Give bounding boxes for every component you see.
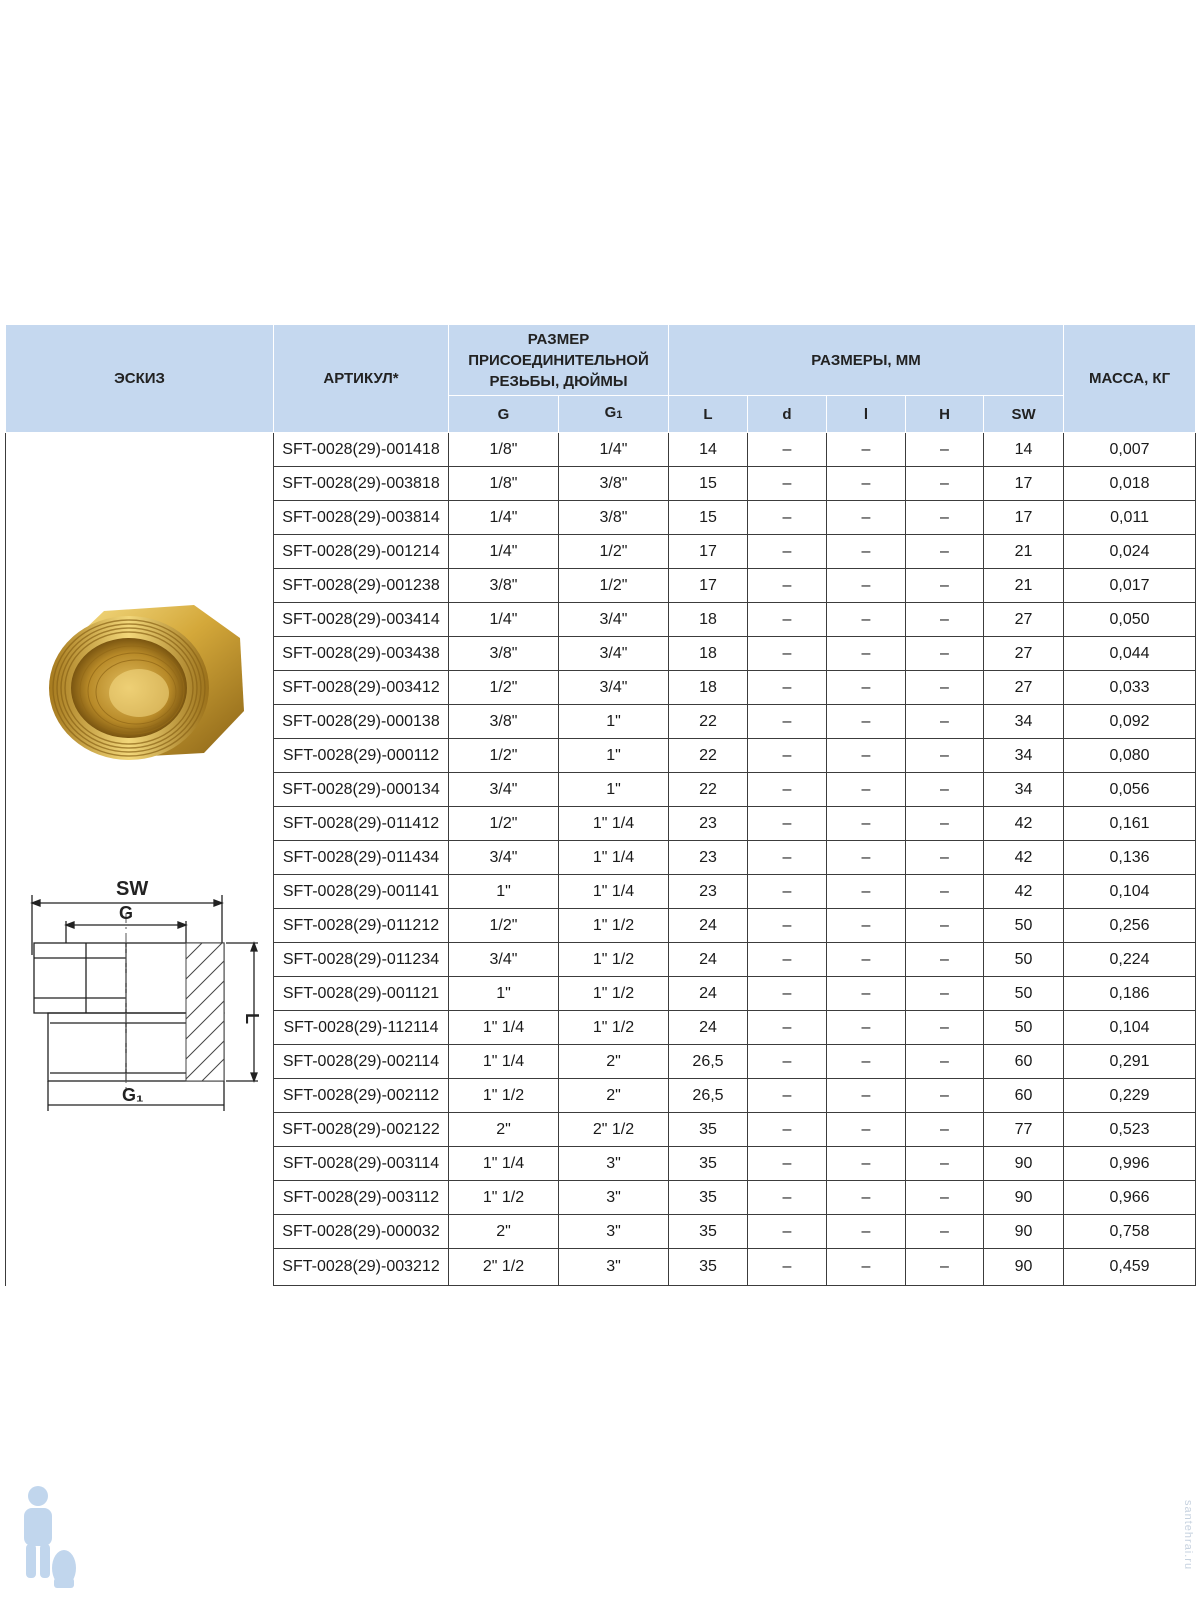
mass-cell: 0,136 (1064, 841, 1196, 875)
dim-h-cell: – (906, 569, 984, 603)
dim-l-cell: 22 (669, 739, 748, 773)
thread-g1-cell: 3" (559, 1249, 669, 1286)
dim-h-cell: – (906, 841, 984, 875)
dim-sw-cell: 50 (984, 977, 1064, 1011)
dim-sw-cell: 34 (984, 705, 1064, 739)
dim-sw-cell: 27 (984, 637, 1064, 671)
thread-g-cell: 1/8" (449, 467, 559, 501)
thread-g-cell: 1/2" (449, 739, 559, 773)
plumber-logo (8, 1482, 78, 1592)
thread-g1-cell: 2" 1/2 (559, 1113, 669, 1147)
dim-l-cell: 23 (669, 875, 748, 909)
thread-g1-cell: 1" (559, 773, 669, 807)
dim-h-cell: – (906, 705, 984, 739)
sku-cell: SFT-0028(29)-003414 (274, 603, 449, 637)
sku-cell: SFT-0028(29)-000032 (274, 1215, 449, 1249)
thread-g1-cell: 1" (559, 739, 669, 773)
dim-d-cell: – (748, 841, 827, 875)
thread-g1-cell: 2" (559, 1079, 669, 1113)
dim-sw-cell: 90 (984, 1181, 1064, 1215)
thread-g1-cell: 1" 1/4 (559, 807, 669, 841)
dim-l-cell: 17 (669, 569, 748, 603)
dim-h-cell: – (906, 671, 984, 705)
sku-cell: SFT-0028(29)-003112 (274, 1181, 449, 1215)
thread-g-cell: 1/4" (449, 535, 559, 569)
dim-d-cell: – (748, 943, 827, 977)
mass-cell: 0,092 (1064, 705, 1196, 739)
header-h: H (906, 396, 984, 433)
header-d: d (748, 396, 827, 433)
dim-h-cell: – (906, 875, 984, 909)
thread-g1-cell: 3/4" (559, 603, 669, 637)
thread-g1-cell: 1" (559, 705, 669, 739)
dim-sw-cell: 42 (984, 841, 1064, 875)
drawing-label-l: L (242, 1013, 262, 1024)
dim-l-small-cell: – (827, 637, 906, 671)
dim-h-cell: – (906, 467, 984, 501)
dim-l-small-cell: – (827, 841, 906, 875)
dim-h-cell: – (906, 1079, 984, 1113)
thread-g-cell: 3/8" (449, 637, 559, 671)
mass-cell: 0,033 (1064, 671, 1196, 705)
thread-g-cell: 2" 1/2 (449, 1249, 559, 1286)
dim-sw-cell: 14 (984, 433, 1064, 467)
dim-l-small-cell: – (827, 603, 906, 637)
dim-h-cell: – (906, 1249, 984, 1286)
mass-cell: 0,161 (1064, 807, 1196, 841)
thread-g1-cell: 1" 1/2 (559, 943, 669, 977)
mass-cell: 0,080 (1064, 739, 1196, 773)
dim-d-cell: – (748, 1147, 827, 1181)
mass-cell: 0,007 (1064, 433, 1196, 467)
dim-h-cell: – (906, 739, 984, 773)
sku-cell: SFT-0028(29)-000134 (274, 773, 449, 807)
dim-h-cell: – (906, 1181, 984, 1215)
sku-cell: SFT-0028(29)-003818 (274, 467, 449, 501)
dim-sw-cell: 50 (984, 943, 1064, 977)
dim-l-cell: 35 (669, 1147, 748, 1181)
dim-d-cell: – (748, 1113, 827, 1147)
dim-sw-cell: 90 (984, 1215, 1064, 1249)
thread-g-cell: 1/4" (449, 501, 559, 535)
sku-cell: SFT-0028(29)-001121 (274, 977, 449, 1011)
dim-l-cell: 26,5 (669, 1045, 748, 1079)
dim-d-cell: – (748, 739, 827, 773)
thread-g1-cell: 1" 1/4 (559, 875, 669, 909)
thread-g-cell: 1" 1/2 (449, 1079, 559, 1113)
thread-g-cell: 2" (449, 1113, 559, 1147)
dim-l-small-cell: – (827, 569, 906, 603)
dim-l-small-cell: – (827, 671, 906, 705)
thread-g-cell: 3/4" (449, 773, 559, 807)
dim-d-cell: – (748, 977, 827, 1011)
thread-g1-cell: 1/4" (559, 433, 669, 467)
sku-cell: SFT-0028(29)-003814 (274, 501, 449, 535)
sku-cell: SFT-0028(29)-011434 (274, 841, 449, 875)
mass-cell: 0,256 (1064, 909, 1196, 943)
dim-h-cell: – (906, 535, 984, 569)
thread-g-cell: 1/8" (449, 433, 559, 467)
sku-cell: SFT-0028(29)-003212 (274, 1249, 449, 1286)
thread-g-cell: 1/2" (449, 671, 559, 705)
dim-l-cell: 18 (669, 671, 748, 705)
thread-g1-cell: 1" 1/2 (559, 977, 669, 1011)
dim-d-cell: – (748, 501, 827, 535)
sku-cell: SFT-0028(29)-002114 (274, 1045, 449, 1079)
thread-g-cell: 2" (449, 1215, 559, 1249)
dim-sw-cell: 27 (984, 671, 1064, 705)
sketch-cell (6, 433, 274, 1286)
thread-g1-cell: 3/8" (559, 501, 669, 535)
sku-cell: SFT-0028(29)-011212 (274, 909, 449, 943)
sku-cell: SFT-0028(29)-112114 (274, 1011, 449, 1045)
thread-g1-cell: 3/4" (559, 671, 669, 705)
dim-l-cell: 23 (669, 807, 748, 841)
sku-cell: SFT-0028(29)-001238 (274, 569, 449, 603)
dim-sw-cell: 21 (984, 569, 1064, 603)
header-l-small: l (827, 396, 906, 433)
mass-cell: 0,996 (1064, 1147, 1196, 1181)
mass-cell: 0,291 (1064, 1045, 1196, 1079)
dim-l-small-cell: – (827, 977, 906, 1011)
dim-l-cell: 22 (669, 773, 748, 807)
thread-g-cell: 1" 1/4 (449, 1147, 559, 1181)
mass-cell: 0,018 (1064, 467, 1196, 501)
dim-l-small-cell: – (827, 1045, 906, 1079)
sku-cell: SFT-0028(29)-011412 (274, 807, 449, 841)
dim-l-small-cell: – (827, 1215, 906, 1249)
dim-sw-cell: 27 (984, 603, 1064, 637)
dim-l-cell: 24 (669, 977, 748, 1011)
technical-drawing (26, 873, 266, 1105)
thread-g1-cell: 3/4" (559, 637, 669, 671)
thread-g-cell: 1" 1/4 (449, 1011, 559, 1045)
dim-h-cell: – (906, 433, 984, 467)
header-g1-index: 1 (616, 409, 623, 421)
dim-sw-cell: 60 (984, 1045, 1064, 1079)
thread-g-cell: 1" 1/2 (449, 1181, 559, 1215)
thread-g-cell: 3/4" (449, 841, 559, 875)
dim-sw-cell: 60 (984, 1079, 1064, 1113)
drawing-label-sw: SW (116, 878, 149, 900)
dim-l-small-cell: – (827, 467, 906, 501)
dim-l-small-cell: – (827, 773, 906, 807)
dim-sw-cell: 90 (984, 1147, 1064, 1181)
dim-h-cell: – (906, 773, 984, 807)
dim-l-cell: 35 (669, 1249, 748, 1286)
sku-cell: SFT-0028(29)-003438 (274, 637, 449, 671)
thread-g1-cell: 1/2" (559, 535, 669, 569)
header-article: АРТИКУЛ* (274, 325, 449, 433)
thread-g1-cell: 2" (559, 1045, 669, 1079)
dim-h-cell: – (906, 1011, 984, 1045)
dim-h-cell: – (906, 977, 984, 1011)
dim-d-cell: – (748, 637, 827, 671)
dim-d-cell: – (748, 1079, 827, 1113)
dim-h-cell: – (906, 603, 984, 637)
thread-g-cell: 3/8" (449, 569, 559, 603)
sku-cell: SFT-0028(29)-001141 (274, 875, 449, 909)
dim-d-cell: – (748, 1181, 827, 1215)
dim-sw-cell: 42 (984, 875, 1064, 909)
dim-l-small-cell: – (827, 1011, 906, 1045)
mass-cell: 0,050 (1064, 603, 1196, 637)
header-thread-size-label: РАЗМЕР ПРИСОЕДИНИТЕЛЬНОЙ РЕЗЬБЫ, ДЮЙМЫ (468, 330, 649, 390)
drawing-label-g1: G₁ (122, 1085, 144, 1105)
dim-h-cell: – (906, 909, 984, 943)
dim-l-cell: 24 (669, 909, 748, 943)
thread-g-cell: 3/4" (449, 943, 559, 977)
thread-g-cell: 1/2" (449, 807, 559, 841)
thread-g1-cell: 1/2" (559, 569, 669, 603)
dim-sw-cell: 50 (984, 1011, 1064, 1045)
sku-cell: SFT-0028(29)-000112 (274, 739, 449, 773)
dim-l-cell: 23 (669, 841, 748, 875)
dim-l-cell: 15 (669, 467, 748, 501)
dim-l-small-cell: – (827, 1147, 906, 1181)
sku-cell: SFT-0028(29)-000138 (274, 705, 449, 739)
mass-cell: 0,224 (1064, 943, 1196, 977)
mass-cell: 0,104 (1064, 1011, 1196, 1045)
header-thread-size (449, 325, 669, 396)
sku-cell: SFT-0028(29)-003412 (274, 671, 449, 705)
sketch-area (6, 433, 274, 1253)
dim-l-cell: 15 (669, 501, 748, 535)
dim-d-cell: – (748, 467, 827, 501)
dim-l-cell: 26,5 (669, 1079, 748, 1113)
dim-l-small-cell: – (827, 535, 906, 569)
thread-g-cell: 1" (449, 875, 559, 909)
drawing-label-g: G (119, 903, 134, 923)
mass-cell: 0,056 (1064, 773, 1196, 807)
dim-l-cell: 35 (669, 1215, 748, 1249)
dim-l-small-cell: – (827, 1181, 906, 1215)
mass-cell: 0,459 (1064, 1249, 1196, 1286)
mass-cell: 0,104 (1064, 875, 1196, 909)
dim-d-cell: – (748, 1011, 827, 1045)
dim-d-cell: – (748, 875, 827, 909)
thread-g1-cell: 3" (559, 1147, 669, 1181)
mass-cell: 0,966 (1064, 1181, 1196, 1215)
thread-g-cell: 1" 1/4 (449, 1045, 559, 1079)
dim-sw-cell: 34 (984, 739, 1064, 773)
dim-l-small-cell: – (827, 1079, 906, 1113)
thread-g-cell: 3/8" (449, 705, 559, 739)
thread-g-cell: 1/2" (449, 909, 559, 943)
dim-d-cell: – (748, 705, 827, 739)
thread-g1-cell: 1" 1/4 (559, 841, 669, 875)
mass-cell: 0,011 (1064, 501, 1196, 535)
dim-h-cell: – (906, 943, 984, 977)
sku-cell: SFT-0028(29)-001418 (274, 433, 449, 467)
dim-l-small-cell: – (827, 909, 906, 943)
dim-sw-cell: 21 (984, 535, 1064, 569)
dim-h-cell: – (906, 637, 984, 671)
dim-sw-cell: 90 (984, 1249, 1064, 1286)
dim-l-small-cell: – (827, 875, 906, 909)
header-g1-base: G (604, 404, 617, 421)
dim-l-cell: 24 (669, 943, 748, 977)
dim-d-cell: – (748, 1215, 827, 1249)
thread-g-cell: 1/4" (449, 603, 559, 637)
dim-h-cell: – (906, 1045, 984, 1079)
mass-cell: 0,024 (1064, 535, 1196, 569)
thread-g1-cell: 1" 1/2 (559, 909, 669, 943)
dim-d-cell: – (748, 603, 827, 637)
dim-l-small-cell: – (827, 1249, 906, 1286)
header-l: L (669, 396, 748, 433)
dim-h-cell: – (906, 1215, 984, 1249)
dim-l-small-cell: – (827, 943, 906, 977)
dim-d-cell: – (748, 773, 827, 807)
table-row (6, 433, 1196, 467)
header-g1 (559, 396, 669, 433)
dim-h-cell: – (906, 1147, 984, 1181)
dim-d-cell: – (748, 1045, 827, 1079)
mass-cell: 0,523 (1064, 1113, 1196, 1147)
dim-l-cell: 24 (669, 1011, 748, 1045)
table-body (6, 433, 1196, 1286)
header-dimensions: РАЗМЕРЫ, ММ (669, 325, 1064, 396)
dim-sw-cell: 17 (984, 467, 1064, 501)
dim-sw-cell: 34 (984, 773, 1064, 807)
dim-d-cell: – (748, 671, 827, 705)
dim-l-cell: 22 (669, 705, 748, 739)
dim-l-cell: 18 (669, 603, 748, 637)
dim-h-cell: – (906, 1113, 984, 1147)
watermark-text: santehrai.ru (1182, 1500, 1194, 1571)
thread-g-cell: 1" (449, 977, 559, 1011)
dim-h-cell: – (906, 807, 984, 841)
sku-cell: SFT-0028(29)-011234 (274, 943, 449, 977)
sku-cell: SFT-0028(29)-002112 (274, 1079, 449, 1113)
header-g: G (449, 396, 559, 433)
dim-l-small-cell: – (827, 739, 906, 773)
dim-l-cell: 17 (669, 535, 748, 569)
dim-l-cell: 18 (669, 637, 748, 671)
mass-cell: 0,044 (1064, 637, 1196, 671)
sku-cell: SFT-0028(29)-003114 (274, 1147, 449, 1181)
spec-table (5, 324, 1196, 1286)
dim-d-cell: – (748, 535, 827, 569)
dim-d-cell: – (748, 807, 827, 841)
fitting-photo (44, 593, 254, 773)
mass-cell: 0,758 (1064, 1215, 1196, 1249)
dim-sw-cell: 77 (984, 1113, 1064, 1147)
sku-cell: SFT-0028(29)-002122 (274, 1113, 449, 1147)
mass-cell: 0,186 (1064, 977, 1196, 1011)
header-sketch: ЭСКИЗ (6, 325, 274, 433)
dim-l-small-cell: – (827, 501, 906, 535)
dim-l-small-cell: – (827, 1113, 906, 1147)
dim-l-small-cell: – (827, 807, 906, 841)
dim-d-cell: – (748, 909, 827, 943)
dim-l-cell: 35 (669, 1113, 748, 1147)
dim-sw-cell: 50 (984, 909, 1064, 943)
header-sw: SW (984, 396, 1064, 433)
dim-l-cell: 35 (669, 1181, 748, 1215)
dim-sw-cell: 42 (984, 807, 1064, 841)
dim-l-small-cell: – (827, 705, 906, 739)
dim-l-cell: 14 (669, 433, 748, 467)
sku-cell: SFT-0028(29)-001214 (274, 535, 449, 569)
mass-cell: 0,017 (1064, 569, 1196, 603)
thread-g1-cell: 3" (559, 1181, 669, 1215)
thread-g1-cell: 3" (559, 1215, 669, 1249)
header-mass: МАССА, КГ (1064, 325, 1196, 433)
dim-d-cell: – (748, 569, 827, 603)
dim-l-small-cell: – (827, 433, 906, 467)
dim-sw-cell: 17 (984, 501, 1064, 535)
dim-d-cell: – (748, 1249, 827, 1286)
thread-g1-cell: 1" 1/2 (559, 1011, 669, 1045)
dim-h-cell: – (906, 501, 984, 535)
dim-d-cell: – (748, 433, 827, 467)
mass-cell: 0,229 (1064, 1079, 1196, 1113)
thread-g1-cell: 3/8" (559, 467, 669, 501)
